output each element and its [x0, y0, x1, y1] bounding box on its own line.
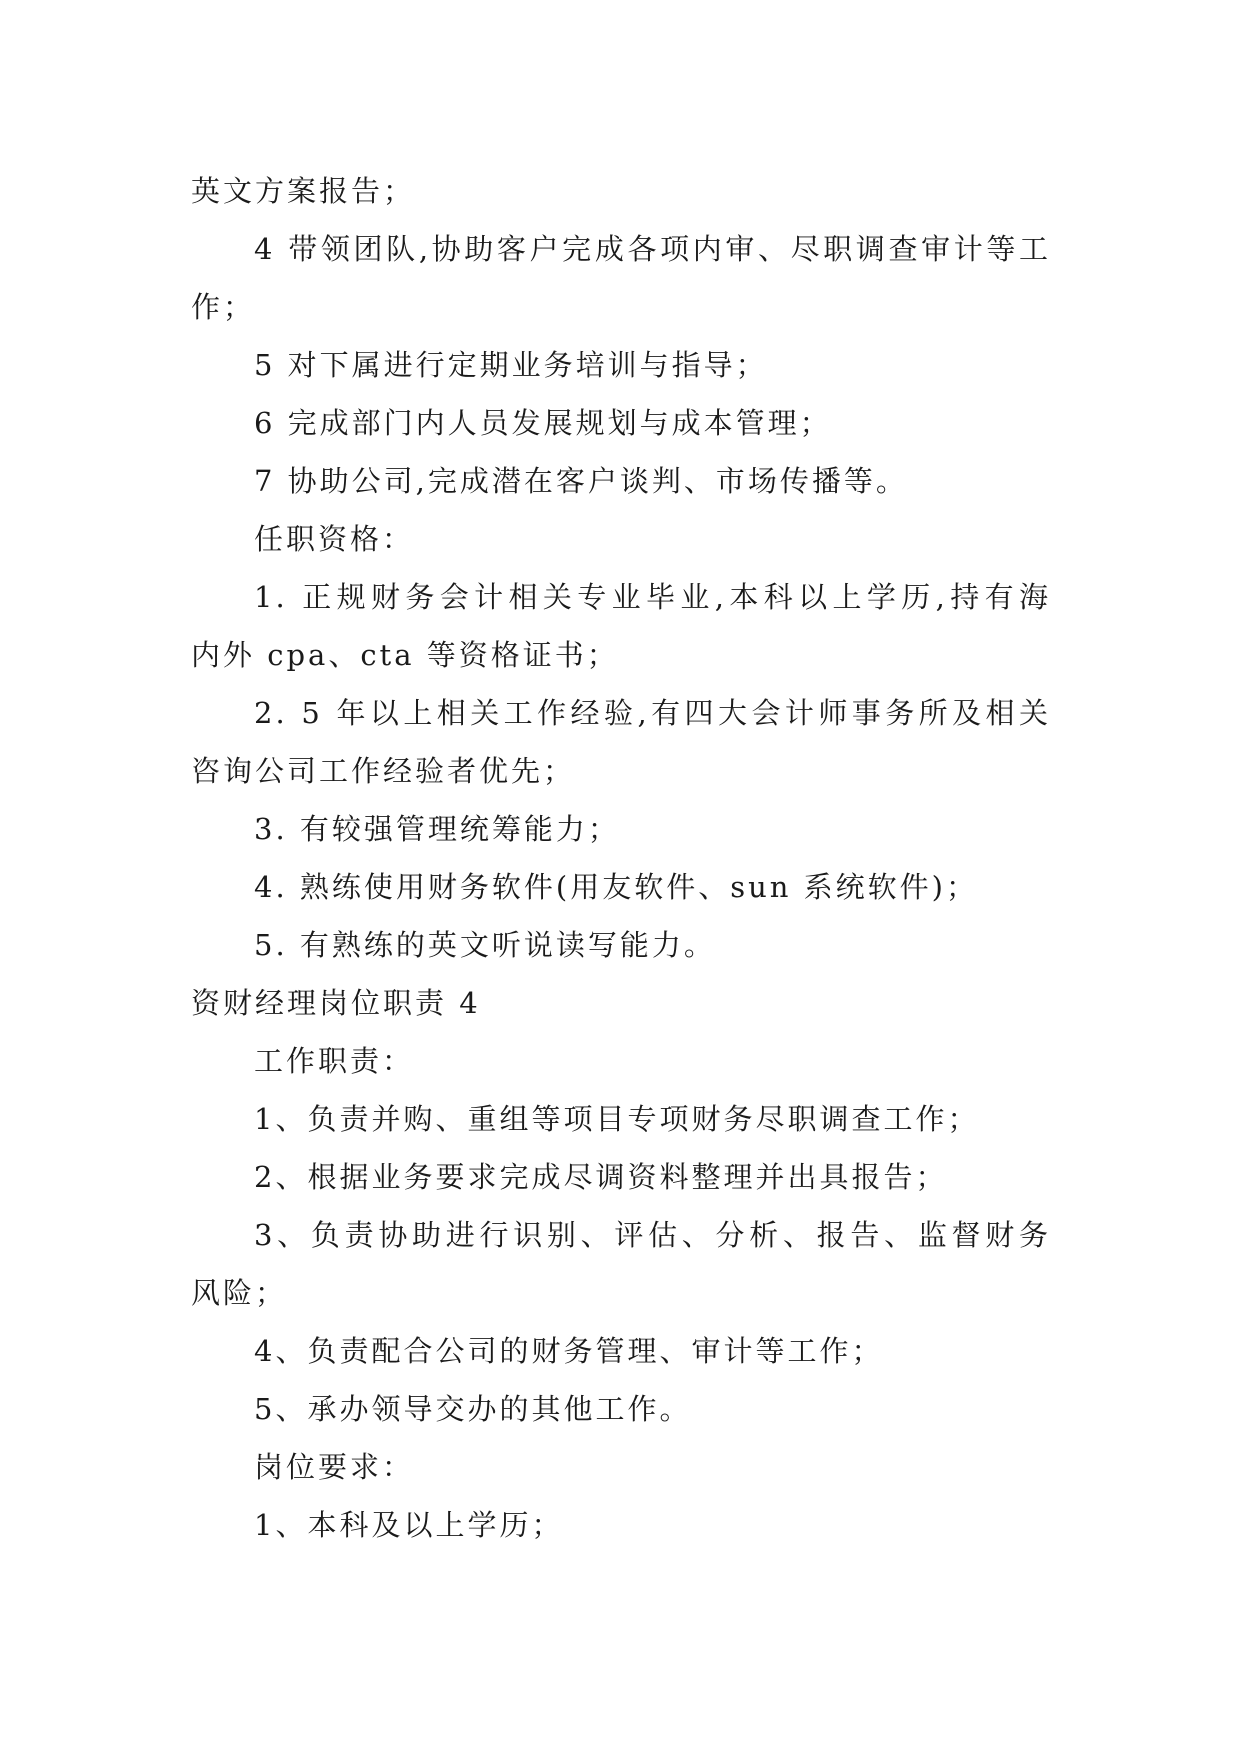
text-line: 风险；	[191, 1276, 288, 1310]
document-heading: 资财经理岗位职责 4	[191, 986, 481, 1020]
text-line: 2、根据业务要求完成尽调资料整理并出具报告；	[254, 1160, 948, 1194]
document-page	[191, 162, 1051, 1554]
text-line: 4. 熟练使用财务软件(用友软件、sun 系统软件)；	[254, 870, 978, 904]
text-line: 内外 cpa、cta 等资格证书；	[191, 638, 619, 672]
section-heading: 任职资格：	[254, 522, 415, 556]
text-line: 咨询公司工作经验者优先；	[191, 754, 576, 788]
text-line: 1、本科及以上学历；	[254, 1508, 564, 1542]
text-line: 1. 正规财务会计相关专业毕业,本科以上学历,持有海	[254, 580, 1051, 614]
text-line: 4、负责配合公司的财务管理、审计等工作；	[254, 1334, 884, 1368]
text-line: 5、承办领导交办的其他工作。	[254, 1392, 692, 1426]
text-line: 英文方案报告；	[191, 174, 416, 208]
text-line: 6 完成部门内人员发展规划与成本管理；	[254, 406, 832, 440]
text-line: 5. 有熟练的英文听说读写能力。	[254, 928, 716, 962]
text-line: 2. 5 年以上相关工作经验,有四大会计师事务所及相关	[254, 696, 1051, 730]
text-line: 4 带领团队,协助客户完成各项内审、尽职调查审计等工	[254, 232, 1051, 266]
section-heading: 岗位要求：	[254, 1450, 415, 1484]
text-line: 1、负责并购、重组等项目专项财务尽职调查工作；	[254, 1102, 980, 1136]
text-line: 3、负责协助进行识别、评估、分析、报告、监督财务	[254, 1218, 1051, 1252]
text-line: 3. 有较强管理统筹能力；	[254, 812, 620, 846]
section-heading: 工作职责：	[254, 1044, 415, 1078]
text-line: 7 协助公司,完成潜在客户谈判、市场传播等。	[254, 464, 908, 498]
text-line: 作；	[191, 290, 256, 324]
text-line: 5 对下属进行定期业务培训与指导；	[254, 348, 768, 382]
